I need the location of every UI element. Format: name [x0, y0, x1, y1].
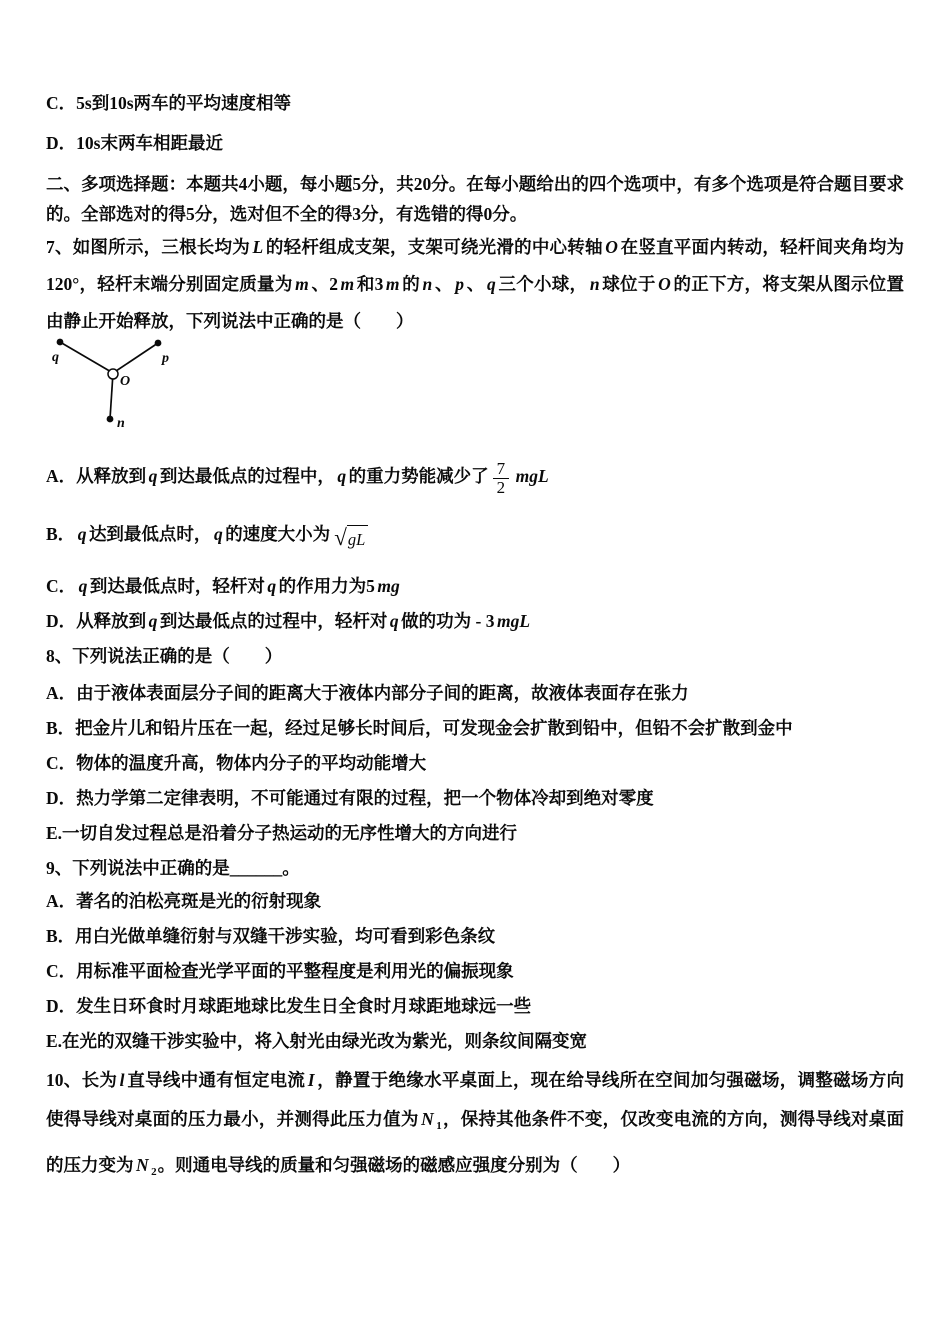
question-9-stem: 9、下列说法中正确的是______。 — [46, 857, 300, 878]
question-7-option-c: C． q 到达最低点时，轻杆对 q 的作用力为5 mg — [46, 575, 400, 596]
label-n: n — [117, 416, 125, 430]
question-10-stem: 10、长为 l 直导线中通有恒定电流 I ，静置于绝缘水平桌面上，现在给导线所在空间加匀强磁场，调整磁场方向使得导线对桌面的压力最小，并测得此压力值为 N $_1$，保持其他条件不变，仅改变电流的方向，测得导线对桌面的压力变为 N $_2$。则通电导线的质量和匀强磁场的磁感应强度分别为（ ） — [46, 1069, 905, 1178]
question-7-option-b: B． q 达到最低点时， q 的速度大小为 √ gL — [46, 523, 904, 551]
question-8-option-c: C．物体的温度升高，物体内分子的平均动能增大 — [46, 752, 427, 773]
rod-frame-figure — [48, 334, 218, 430]
question-8-option-b: B．把金片儿和铅片压在一起，经过足够长时间后，可发现金会扩散到铅中，但铅不会扩散到金中 — [46, 717, 793, 738]
question-9-option-d: D．发生日环食时月球距地球比发生日全食时月球距地球远一些 — [46, 995, 532, 1016]
ball-q — [57, 339, 64, 346]
question-9-option-c: C．用标准平面检查光学平面的平整程度是利用光的偏振现象 — [46, 960, 514, 981]
question-9-option-a: A．著名的泊松亮斑是光的衍射现象 — [46, 890, 322, 911]
question-8-option-d: D．热力学第二定律表明，不可能通过有限的过程，把一个物体冷却到绝对零度 — [46, 787, 654, 808]
prev-question-option-c: C．5s到10s两车的平均速度相等 — [46, 93, 292, 113]
rod-oq — [60, 342, 113, 373]
question-8-option-a: A．由于液体表面层分子间的距离大于液体内部分子间的距离，故液体表面存在张力 — [46, 682, 689, 703]
pivot-o-circle — [108, 369, 118, 379]
rod-on — [110, 373, 113, 419]
question-9-option-e: E.在光的双缝干涉实验中，将入射光由绿光改为紫光，则条纹间隔变宽 — [46, 1030, 588, 1051]
rod-op — [113, 343, 158, 373]
question-7-option-a: A．从释放到 q 到达最低点的过程中， q 的重力势能减少了 $\frac{7}{2}$ mgL — [46, 459, 549, 497]
label-o: O — [120, 374, 131, 389]
ball-p — [155, 340, 162, 347]
prev-question-option-d: D．10s末两车相距最近 — [46, 133, 223, 153]
question-7-diagram — [48, 334, 904, 430]
question-8-option-e: E.一切自发过程总是沿着分子热运动的无序性增大的方向进行 — [46, 822, 518, 843]
question-9-option-b: B．用白光做单缝衍射与双缝干涉实验，均可看到彩色条纹 — [46, 925, 496, 946]
section-2-header: 二、多项选择题：本题共4小题，每小题5分，共20分。在每小题给出的四个选项中，有多个选项是符合题目要求的。全部选对的得5分，选对但不全的得3分，有选错的得0分。 — [46, 174, 904, 224]
question-7-stem: 7、如图所示，三根长均为 L 的轻杆组成支架，支架可绕光滑的中心转轴 O 在竖直平面内转动，轻杆间夹角均为120°，轻杆末端分别固定质量为 m 、2 m 和3 m 的 n 、 p 、 q 三个小球， n 球位于 O 的正下方，将支架从图示位置由静止开始释放，下列说法中正确的是（ ） — [46, 237, 905, 331]
question-8-stem: 8、下列说法正确的是（ ） — [46, 645, 283, 666]
label-p: p — [162, 351, 169, 366]
ball-n — [107, 416, 114, 423]
label-q: q — [52, 350, 59, 365]
question-7-option-d: D．从释放到 q 到达最低点的过程中，轻杆对 q 做的功为 - 3 mgL — [46, 610, 531, 631]
